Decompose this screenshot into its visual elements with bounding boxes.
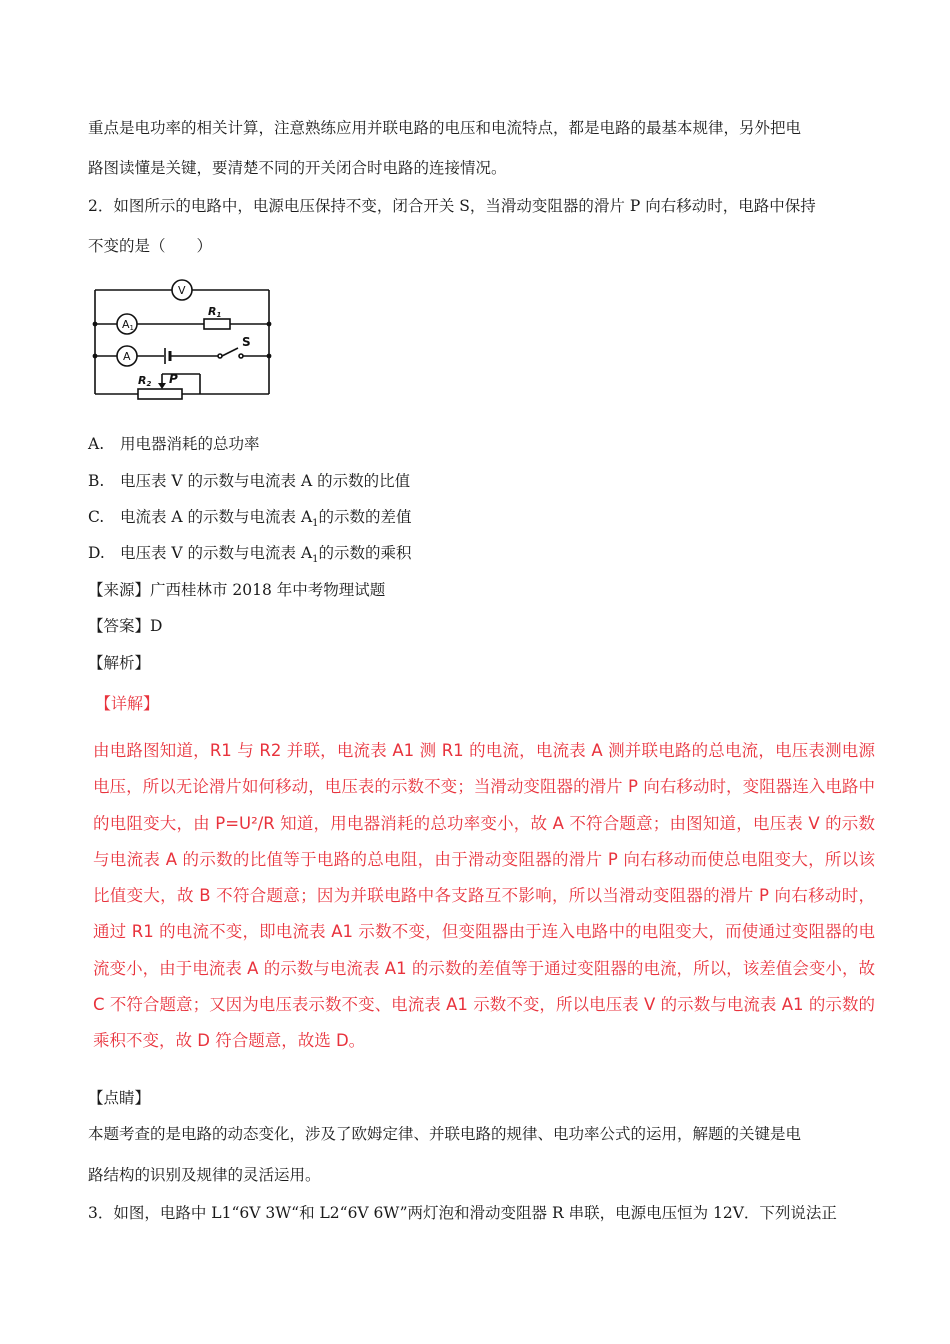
option-b-text: 电压表 V 的示数与电流表 A 的示数的比值 <box>120 472 411 490</box>
label-r2: R2 <box>138 374 152 388</box>
option-c: C. 电流表 A 的示数与电流表 $A_1$的示数的差值 <box>88 508 412 530</box>
option-d-label: D. <box>88 544 105 562</box>
label-p: P <box>169 372 178 386</box>
detail-explanation: 由电路图知道，R1 与 R2 并联，电流表 A1 测 R1 的电流，电流表 A 测并联电路的总电流，电压表测电源电压，所以无论滑片如何移动，电压表的示数不变；当滑动变阻器的滑片 P 向右移动时，变阻器连入电路中的电阻变大，由 P=U²/R 知道，用电器消耗的总功率变小，故 A 不符合题意；由图知道，电压表 V 的示数与电流表 A 的示数的比值等于电路的总电阻，由于滑动变阻器的滑片 P 向右移动而使总电阻变大，所以该比值变大，故 B 不符合题意；因为并联电路中各支路互不影响，所以当滑动变阻器的滑片 P 向右移动时，通过 R1 的电流不变，即电流表 A1 示数不变，但变阻器由于连入电路中的电阻变大，而使通过变阻器的电流变小，由于电流表 A 的示数与电流表 A1 的示数的差值等于通过变阻器的电流，所以，该差值会变小，故 C 不符合题意；又因为电压表示数不变、电流表 A1 示数不变，所以电压表 V 的示数与电流表 A1 的示数的乘积不变，故 D 符合题意，故选 D。 <box>93 741 875 1051</box>
option-b-label: B. <box>88 472 105 490</box>
answer: 【答案】D <box>88 617 163 635</box>
option-c-label: C. <box>88 508 105 526</box>
option-b <box>88 471 410 491</box>
analysis-heading: 【解析】 <box>88 654 151 672</box>
intro-line-1: 重点是电功率的相关计算，注意熟练应用并联电路的电压和电流特点，都是电路的最基本规律，另外把电 <box>88 119 802 137</box>
label-r1: R1 <box>208 305 222 319</box>
question-3-line-1: 3．如图，电路中 L1“6V 3W“和 L2“6V 6W”两灯泡和滑动变阻器 R 串联，电源电压恒为 12V．下列说法正 <box>88 1204 837 1222</box>
option-a-text: 用电器消耗的总功率 <box>120 435 260 453</box>
label-a: A <box>123 350 131 363</box>
comment-line-1: 本题考查的是电路的动态变化，涉及了欧姆定律、并联电路的规律、电功率公式的运用，解题的关键是电 <box>88 1125 802 1143</box>
option-a-label: A. <box>88 435 105 453</box>
option-d: D. 电压表 V 的示数与电流表 $A_1$的示数的乘积 <box>88 544 412 566</box>
source: 【来源】广西桂林市 2018 年中考物理试题 <box>88 581 386 599</box>
label-v: V <box>178 284 186 297</box>
resistor-r1-icon <box>204 319 230 329</box>
label-a1: A1 <box>122 318 134 332</box>
label-s: S <box>242 335 251 349</box>
comment-heading: 【点睛】 <box>88 1089 151 1107</box>
comment-line-2: 路结构的识别及规律的灵活运用。 <box>88 1166 321 1184</box>
intro-line-2: 路图读懂是关键，要清楚不同的开关闭合时电路的连接情况。 <box>88 159 507 177</box>
option-a <box>88 434 260 454</box>
circuit-diagram <box>86 268 278 410</box>
question-2-line-1: 2．如图所示的电路中，电源电压保持不变，闭合开关 S，当滑动变阻器的滑片 P 向右移动时，电路中保持 <box>88 197 816 215</box>
detail-heading: 【详解】 <box>95 694 160 713</box>
question-2-line-2: 不变的是（ ） <box>88 237 213 255</box>
rheostat-r2-icon <box>138 389 182 399</box>
